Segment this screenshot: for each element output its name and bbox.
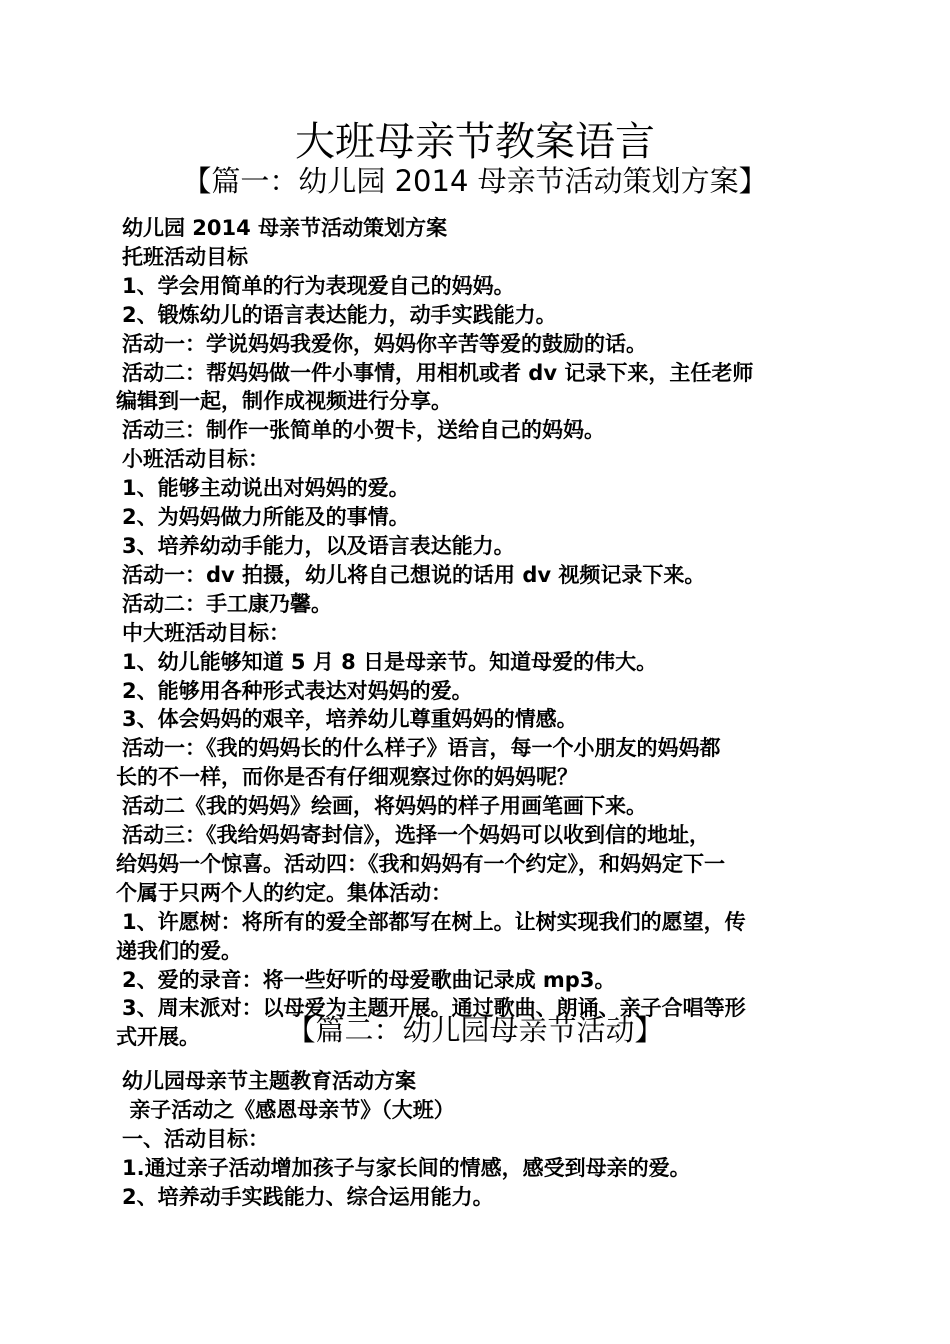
body-line: 活动一：学说妈妈我爱你，妈妈你辛苦等爱的鼓励的话。	[122, 331, 647, 356]
body-line: 小班活动目标：	[122, 447, 269, 472]
body-line: 1.通过亲子活动增加孩子与家长间的情感，感受到母亲的爱。	[122, 1155, 691, 1180]
body-line: 托班活动目标	[122, 244, 248, 269]
body-line: 活动三：制作一张简单的小贺卡，送给自己的妈妈。	[122, 418, 605, 443]
body-line: 给妈妈一个惊喜。活动四：《我和妈妈有一个约定》，和妈妈定下一	[116, 851, 725, 876]
body-line: 1、幼儿能够知道 5 月 8 日是母亲节。知道母爱的伟大。	[122, 649, 658, 674]
body-line: 2、爱的录音：将一些好听的母爱歌曲记录成 mp3。	[122, 967, 616, 992]
section-1-heading: 【篇一：幼儿园 2014 母亲节活动策划方案】	[182, 164, 768, 198]
body-line: 亲子活动之《感恩母亲节》（大班）	[122, 1097, 455, 1122]
body-line: 活动二：帮妈妈做一件小事情，用相机或者 dv 记录下来，主任老师	[122, 360, 754, 385]
body-line: 递我们的爱。	[116, 938, 242, 963]
body-line: 活动二：手工康乃馨。	[122, 591, 332, 616]
body-line: 编辑到一起，制作成视频进行分享。	[116, 389, 452, 414]
body-line: 活动一：《我的妈妈长的什么样子》语言，每一个小朋友的妈妈都	[122, 736, 721, 761]
body-line: 2、为妈妈做力所能及的事情。	[122, 505, 410, 530]
body-line: 活动三：《我给妈妈寄封信》，选择一个妈妈可以收到信的地址，	[122, 823, 710, 848]
section-2-body	[116, 1067, 840, 1212]
body-line: 长的不一样，而你是否有仔细观察过你的妈妈呢？	[116, 765, 578, 790]
body-line: 1、能够主动说出对妈妈的爱。	[122, 476, 410, 501]
body-line: 3、周末派对：以母爱为主题开展。通过歌曲、朗诵、亲子合唱等形	[122, 996, 746, 1021]
body-line: 式开展。	[116, 1025, 200, 1050]
body-line: 2、能够用各种形式表达对妈妈的爱。	[122, 678, 473, 703]
body-line: 2、培养动手实践能力、综合运用能力。	[122, 1184, 494, 1209]
body-line: 活动二《我的妈妈》绘画，将妈妈的样子用画笔画下来。	[122, 794, 647, 819]
body-line: 1、许愿树：将所有的爱全部都写在树上。让树实现我们的愿望，传	[122, 909, 746, 934]
body-line: 幼儿园母亲节主题教育活动方案	[122, 1069, 416, 1093]
body-line: 1、学会用简单的行为表现爱自己的妈妈。	[122, 273, 515, 298]
document-title: 大班母亲节教案语言	[295, 119, 655, 165]
body-line: 中大班活动目标：	[122, 620, 290, 645]
section-1-body	[116, 214, 840, 1052]
section-2-heading: 【篇二：幼儿园母亲节活动】	[286, 1013, 664, 1047]
body-line: 2、锻炼幼儿的语言表达能力，动手实践能力。	[122, 302, 557, 327]
body-line: 3、体会妈妈的艰辛，培养幼儿尊重妈妈的情感。	[122, 707, 578, 732]
body-line: 一、活动目标：	[122, 1126, 269, 1151]
body-line: 3、培养幼动手能力，以及语言表达能力。	[122, 533, 515, 558]
body-line: 活动一：dv 拍摄，幼儿将自己想说的话用 dv 视频记录下来。	[122, 562, 706, 587]
body-line: 幼儿园 2014 母亲节活动策划方案	[122, 216, 448, 240]
body-line: 个属于只两个人的约定。集体活动：	[116, 880, 452, 905]
